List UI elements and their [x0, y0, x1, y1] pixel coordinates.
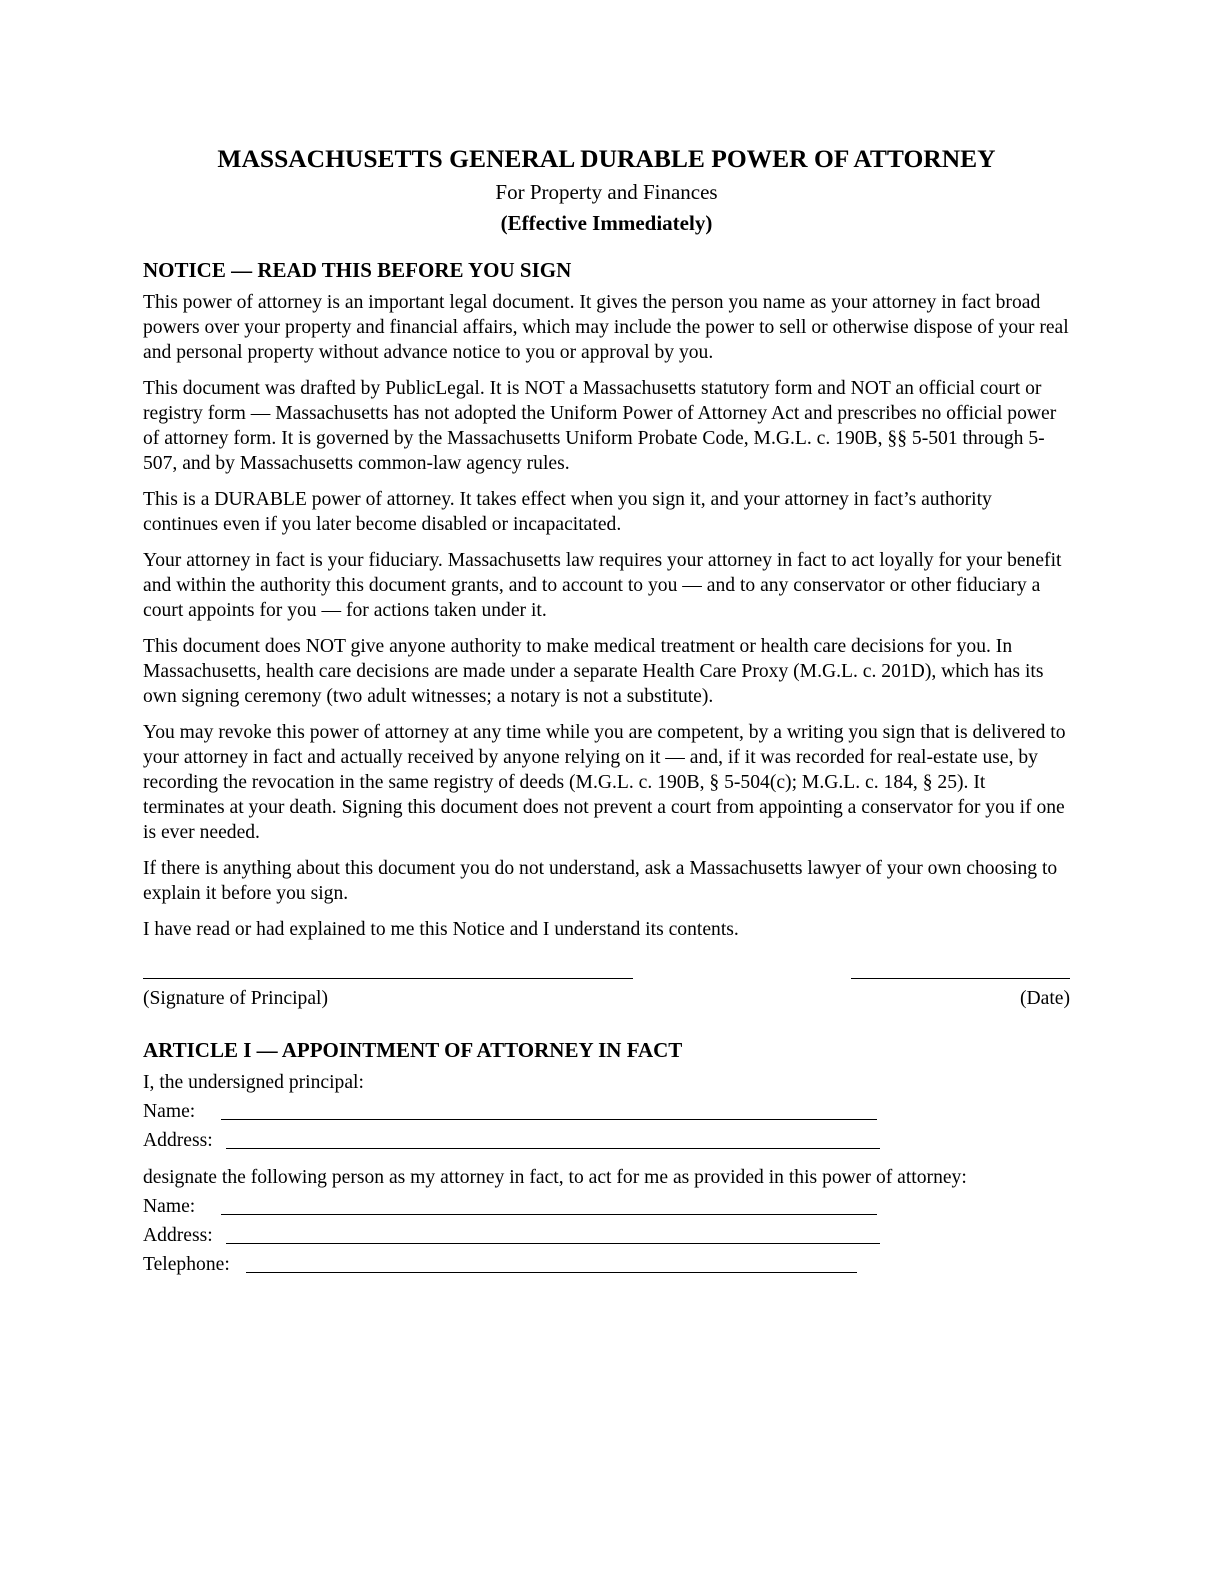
- notice-signature-block: [143, 968, 1070, 1028]
- agent-name-row: [143, 1194, 1070, 1223]
- document-title: MASSACHUSETTS GENERAL DURABLE POWER OF ATTORNEY: [217, 144, 996, 173]
- document-subtitle: For Property and Finances: [495, 180, 718, 204]
- agent-address-line[interactable]: [226, 1243, 880, 1244]
- agent-telephone-row: [143, 1252, 1070, 1281]
- notice-paragraph-5: This document does NOT give anyone authority to make medical treatment or health care decisions for you. In Massachusetts, health care decisions are made under a separate Health Care Proxy (M.G.L. c. 201D), which has its own signing ceremony (two adult witnesses; a notary is not a substitute).: [143, 636, 1044, 707]
- effective-note: (Effective Immediately): [500, 211, 713, 235]
- agent-telephone-line[interactable]: [246, 1272, 857, 1273]
- document-page: [143, 142, 1070, 1281]
- agent-telephone-label: Telephone:: [143, 1254, 230, 1275]
- designate-text: designate the following person as my attorney in fact, to act for me as provided in this power of attorney:: [143, 1167, 967, 1188]
- principal-signature-label: (Signature of Principal): [143, 988, 329, 1009]
- agent-name-label: Name:: [143, 1196, 196, 1217]
- signature-date-line[interactable]: [851, 968, 1070, 979]
- principal-name-row: [143, 1099, 1070, 1128]
- signature-date-label: (Date): [1019, 988, 1070, 1009]
- principal-name-line[interactable]: [221, 1119, 877, 1120]
- notice-paragraph-2: This document was drafted by PublicLegal. It is NOT a Massachusetts statutory form and NOT an official court or registry form — Massachusetts has not adopted the Uniform Power of Attorney Act and prescribes no official power of attorney form. It is governed by the Massachusetts Uniform Probate Code, M.G.L. c. 190B, §§ 5-501 through 5-507, and by Massachusetts common-law agency rules.: [143, 378, 1057, 474]
- principal-name-label: Name:: [143, 1101, 196, 1122]
- article-1-heading: ARTICLE I — APPOINTMENT OF ATTORNEY IN FACT: [143, 1038, 683, 1062]
- notice-paragraph-7: If there is anything about this document you do not understand, ask a Massachusetts lawyer of your own choosing to explain it before you sign.: [143, 858, 1058, 904]
- principal-intro: I, the undersigned principal:: [143, 1072, 364, 1093]
- notice-paragraph-4: Your attorney in fact is your fiduciary. Massachusetts law requires your attorney in fact to act loyally for your benefit and within the authority this document grants, and to account to you — and to any conservator or other fiduciary a court appoints for you — for actions taken under it.: [143, 550, 1062, 621]
- notice-heading: NOTICE — READ THIS BEFORE YOU SIGN: [143, 258, 572, 282]
- agent-address-row: [143, 1223, 1070, 1252]
- notice-paragraph-3: This is a DURABLE power of attorney. It takes effect when you sign it, and your attorney in fact’s authority continues even if you later become disabled or incapacitated.: [143, 489, 992, 535]
- notice-paragraph-1: This power of attorney is an important legal document. It gives the person you name as your attorney in fact broad powers over your property and financial affairs, which may include the power to sell or otherwise dispose of your real and personal property without advance notice to you or approval by you.: [143, 292, 1069, 363]
- notice-paragraph-6: You may revoke this power of attorney at any time while you are competent, by a writing you sign that is delivered to your attorney in fact and actually received by anyone relying on it — and, if it was recorded for real-estate use, by recording the revocation in the same registry of deeds (M.G.L. c. 190B, § 5-504(c); M.G.L. c. 184, § 25). It terminates at your death. Signing this document does not prevent a court from appointing a conservator for you if one is ever needed.: [143, 722, 1066, 843]
- principal-signature-line[interactable]: [143, 968, 633, 979]
- agent-address-label: Address:: [143, 1225, 213, 1246]
- principal-address-label: Address:: [143, 1130, 213, 1151]
- notice-acknowledgment: I have read or had explained to me this Notice and I understand its contents.: [143, 919, 739, 940]
- principal-address-line[interactable]: [226, 1148, 880, 1149]
- agent-name-line[interactable]: [221, 1214, 877, 1215]
- principal-address-row: [143, 1128, 1070, 1157]
